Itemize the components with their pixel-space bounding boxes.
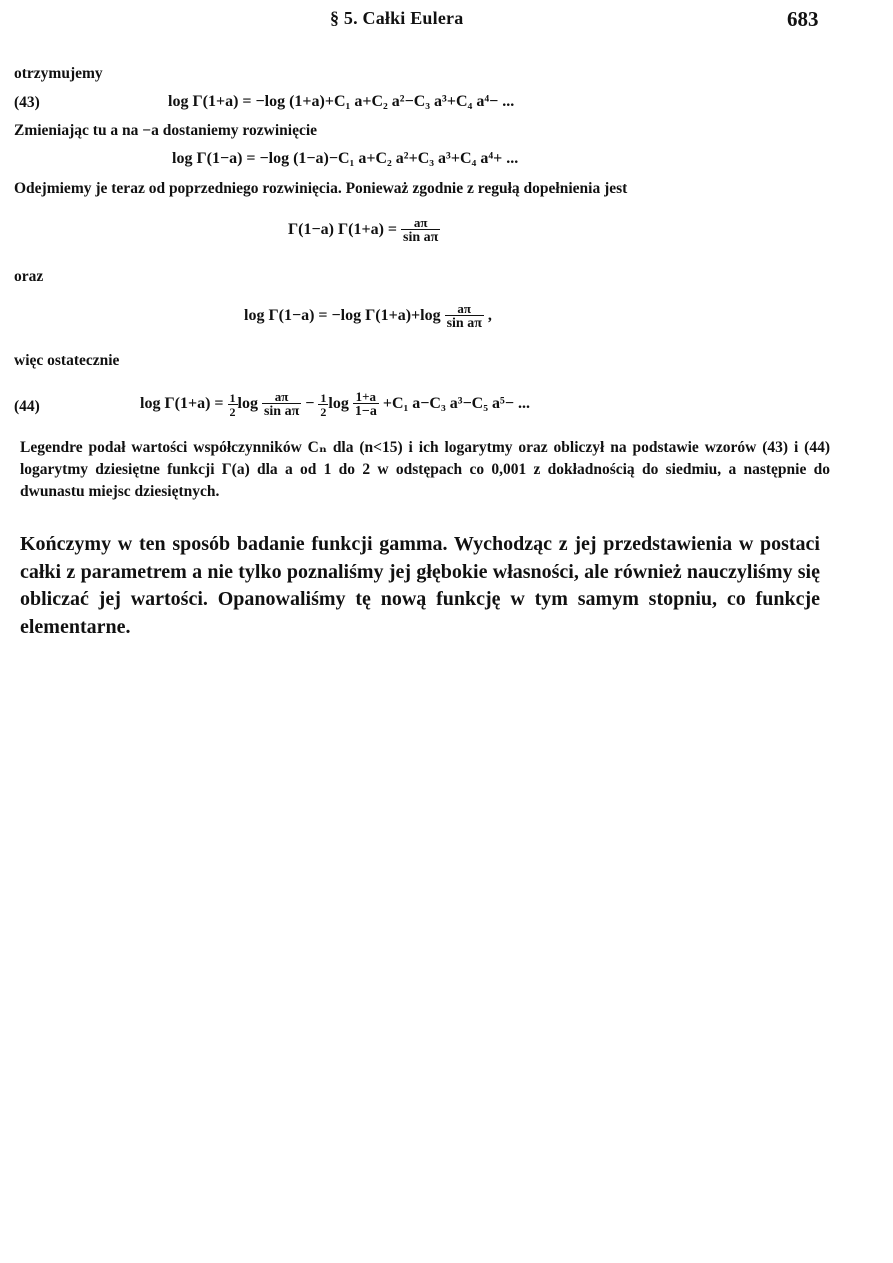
eq44-minus: − [305, 395, 315, 413]
text-wiec: więc ostatecznie [14, 352, 120, 369]
eq44-log-1: log [237, 395, 258, 413]
equation-43-negated: log Γ(1−a) = −log (1−a)−C₁ a+C₂ a²+C₃ a³+C₄ a⁴+ ... [172, 150, 519, 167]
log-reflection-comma: , [487, 307, 492, 325]
log-reflection-denominator: sin aπ [446, 316, 482, 331]
equation-43: log Γ(1+a) = −log (1+a)+C₁ a+C₂ a²−C₃ a³+C₄ a⁴− ... [168, 93, 515, 110]
eq44-half-1-den: 2 [229, 404, 236, 419]
log-reflection-lhs: log Γ(1−a) = −log Γ(1+a)+log [244, 307, 441, 325]
reflection-denominator: sin aπ [403, 230, 439, 245]
eq44-log-2: log [328, 395, 349, 413]
eq44-lhs: log Γ(1+a) = [140, 395, 224, 413]
equation-44 [140, 390, 530, 419]
log-reflection-numerator: aπ [457, 301, 472, 316]
text-otrzymujemy: otrzymujemy [14, 65, 103, 82]
paragraph-konczymy: Kończymy w ten sposób badanie funkcji gamma. Wychodząc z jej przedstawienia w postaci całki z parametrem a nie tylko poznaliśmy jej głębokie własności, ale również nauczyliśmy się obliczać jej wartości. Opanowaliśmy tę nową funkcję w tym samym stopniu, co funkcje elementarne. [20, 533, 820, 638]
text-odejmiemy: Odejmiemy je teraz od poprzedniego rozwinięcia. Ponieważ zgodnie z regułą dopełnienia jest [14, 180, 628, 197]
running-header-title: § 5. Całki Eulera [330, 8, 464, 28]
reflection-fraction [401, 216, 440, 245]
eq44-fraction-1-num: aπ [274, 389, 289, 404]
equation-number-44: (44) [14, 398, 40, 415]
eq44-half-2 [318, 392, 328, 418]
equation-reflection [288, 216, 440, 245]
eq44-half-1 [228, 392, 238, 418]
eq44-tail: +C₁ a−C₃ a³−C₅ a⁵− ... [382, 395, 530, 413]
page-number: 683 [787, 7, 819, 31]
equation-log-reflection [244, 302, 492, 331]
eq44-half-1-num: 1 [229, 390, 236, 405]
reflection-numerator: aπ [413, 215, 428, 230]
eq44-half-2-num: 1 [320, 390, 327, 405]
eq44-fraction-2 [353, 390, 379, 419]
eq44-fraction-1-den: sin aπ [263, 404, 300, 419]
equation-number-43: (43) [14, 94, 40, 111]
eq44-fraction-2-num: 1+a [355, 389, 377, 404]
eq44-fraction-1 [262, 390, 301, 419]
log-reflection-fraction [445, 302, 484, 331]
text-zmieniajac: Zmieniając tu a na −a dostaniemy rozwinięcie [14, 122, 318, 139]
eq44-half-2-den: 2 [320, 404, 327, 419]
paragraph-legendre: Legendre podał wartości współczynników Cₙ dla (n<15) i ich logarytmy oraz obliczył na podstawie wzorów (43) i (44) logarytmy dziesiętne funkcji Γ(a) dla a od 1 do 2 w odstępach co 0,001 z dokładnością do siedmiu, a następnie do dwunastu miejsc dziesiętnych. [20, 439, 830, 500]
text-oraz: oraz [14, 268, 44, 285]
eq44-fraction-2-den: 1−a [354, 404, 377, 419]
reflection-lhs: Γ(1−a) Γ(1+a) = [288, 221, 398, 239]
